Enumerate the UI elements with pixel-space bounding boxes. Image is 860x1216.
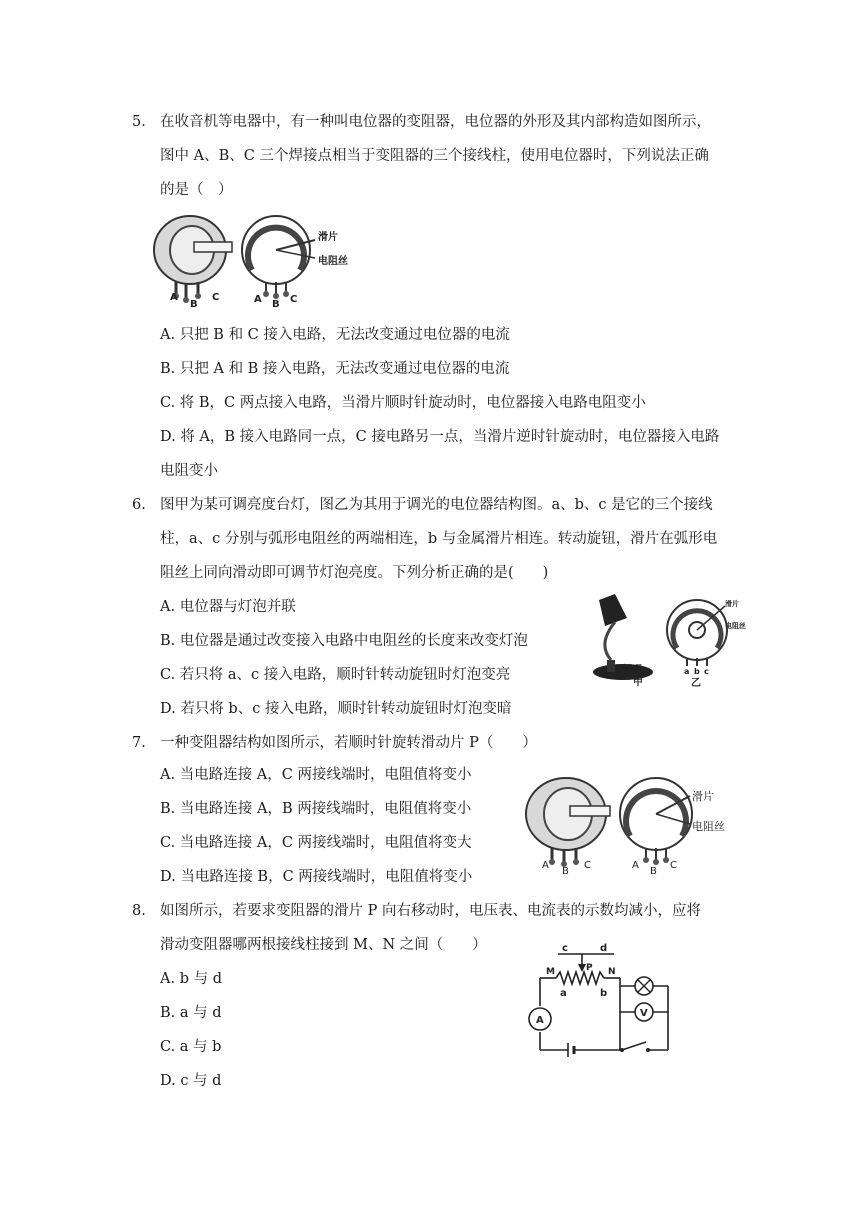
option-c[interactable]: C. a 与 b <box>160 1039 222 1055</box>
question-stem-line: 一种变阻器结构如图所示，若顺时针旋转滑动片 P（ ） <box>160 735 537 751</box>
question-stem-line: 图甲为某可调亮度台灯，图乙为其用于调光的电位器结构图。a、b、c 是它的三个接线 <box>160 497 713 513</box>
rheostat-figure <box>522 772 752 877</box>
option-b[interactable]: B. 只把 A 和 B 接入电路，无法改变通过电位器的电流 <box>160 361 510 377</box>
option-d-continued: 电阻变小 <box>160 463 218 479</box>
terminal-label: A <box>632 860 639 871</box>
voltmeter-label: V <box>640 1008 648 1019</box>
figure-yi-label: 乙 <box>691 678 701 689</box>
terminal-label: C <box>290 294 298 305</box>
potentiometer-exterior <box>526 778 610 867</box>
potentiometer-label: 电位器 <box>621 664 642 672</box>
terminal-label: A <box>170 292 178 303</box>
question-stem-line: 阻丝上同向滑动即可调节灯泡亮度。下列分析正确的是( ) <box>160 565 549 581</box>
option-c[interactable]: C. 当电路连接 A，C 两接线端时，电阻值将变大 <box>160 835 472 851</box>
option-a[interactable]: A. 当电路连接 A，C 两接线端时，电阻值将变小 <box>160 767 472 783</box>
desk-lamp-figure <box>585 588 760 693</box>
option-b[interactable]: B. a 与 d <box>160 1005 222 1021</box>
option-b[interactable]: B. 电位器是通过改变接入电路中电阻丝的长度来改变灯泡 <box>160 633 528 649</box>
potentiometer-figure <box>150 210 370 310</box>
circuit-diagram <box>522 940 682 1060</box>
terminal-label: A <box>542 860 549 871</box>
option-d[interactable]: D. c 与 d <box>160 1073 222 1089</box>
option-d[interactable]: D. 当电路连接 B，C 两接线端时，电阻值将变小 <box>160 869 473 885</box>
node-m-label: M <box>546 967 555 977</box>
terminal-label: C <box>670 860 677 871</box>
terminal-label: B <box>650 866 657 877</box>
slider-p-label: P <box>586 963 593 973</box>
question-stem-line: 如图所示，若要求变阻器的滑片 P 向右移动时，电压表、电流表的示数均减小，应将 <box>160 903 701 919</box>
potentiometer-interior <box>242 216 315 299</box>
option-c[interactable]: C. 若只将 a、c 接入电路，顺时针转动旋钮时灯泡变亮 <box>160 667 511 683</box>
question-number: 5. <box>132 114 146 130</box>
terminal-label: C <box>212 292 220 303</box>
terminal-b-label: b <box>600 988 608 999</box>
bulb-icon <box>635 977 653 995</box>
terminal-c-label: c <box>562 943 568 954</box>
option-d[interactable]: D. 将 A，B 接入电路同一点，C 接电路另一点，当滑片逆时针旋动时，电位器接入电路 <box>160 429 720 445</box>
question-stem-line: 柱，a、c 分别与弧形电阻丝的两端相连，b 与金属滑片相连。转动旋钮，滑片在弧形电 <box>160 531 718 547</box>
question-stem-line: 在收音机等电器中，有一种叫电位器的变阻器，电位器的外形及其内部构造如图所示， <box>160 114 711 130</box>
potentiometer-interior <box>667 600 727 666</box>
question-stem-line: 图中 A、B、C 三个焊接点相当于变阻器的三个接线柱，使用电位器时，下列说法正确 <box>160 148 709 164</box>
ammeter-label: A <box>536 1015 544 1026</box>
terminal-label: b <box>694 667 700 676</box>
resistance-wire-label: 电阻丝 <box>692 820 725 833</box>
terminal-label: B <box>562 866 569 877</box>
question-number: 7. <box>132 735 146 751</box>
figure-jia-label: 甲 <box>633 677 643 688</box>
option-a[interactable]: A. 只把 B 和 C 接入电路，无法改变通过电位器的电流 <box>160 327 510 343</box>
option-b[interactable]: B. 当电路连接 A，B 两接线端时，电阻值将变小 <box>160 801 472 817</box>
resistance-wire-label: 电阻丝 <box>725 622 746 630</box>
terminal-a-label: a <box>560 988 567 999</box>
node-n-label: N <box>608 967 616 977</box>
option-c[interactable]: C. 将 B，C 两点接入电路，当滑片顺时针旋动时，电位器接入电路电阻变小 <box>160 395 646 411</box>
option-a[interactable]: A. 电位器与灯泡并联 <box>160 599 296 615</box>
terminal-d-label: d <box>600 943 608 954</box>
terminal-label: A <box>254 294 262 305</box>
slider-label: 滑片 <box>318 232 338 243</box>
terminal-label: a <box>684 667 690 676</box>
resistance-wire-label: 电阻丝 <box>318 256 348 267</box>
option-d[interactable]: D. 若只将 b、c 接入电路，顺时针转动旋钮时灯泡变暗 <box>160 701 512 717</box>
question-stem-line: 滑动变阻器哪两根接线柱接到 M、N 之间（ ） <box>160 937 487 953</box>
terminal-label: C <box>584 860 591 871</box>
question-number: 8. <box>132 903 146 919</box>
slider-label: 滑片 <box>692 790 714 803</box>
terminal-label: B <box>190 299 198 310</box>
terminal-label: B <box>272 299 280 310</box>
question-stem-line: 的是（ ） <box>160 182 233 198</box>
terminal-label: c <box>704 667 709 676</box>
option-a[interactable]: A. b 与 d <box>160 971 222 987</box>
question-number: 6. <box>132 497 146 513</box>
potentiometer-exterior <box>154 216 232 303</box>
slider-label: 滑片 <box>725 600 739 608</box>
potentiometer-interior <box>620 778 692 865</box>
